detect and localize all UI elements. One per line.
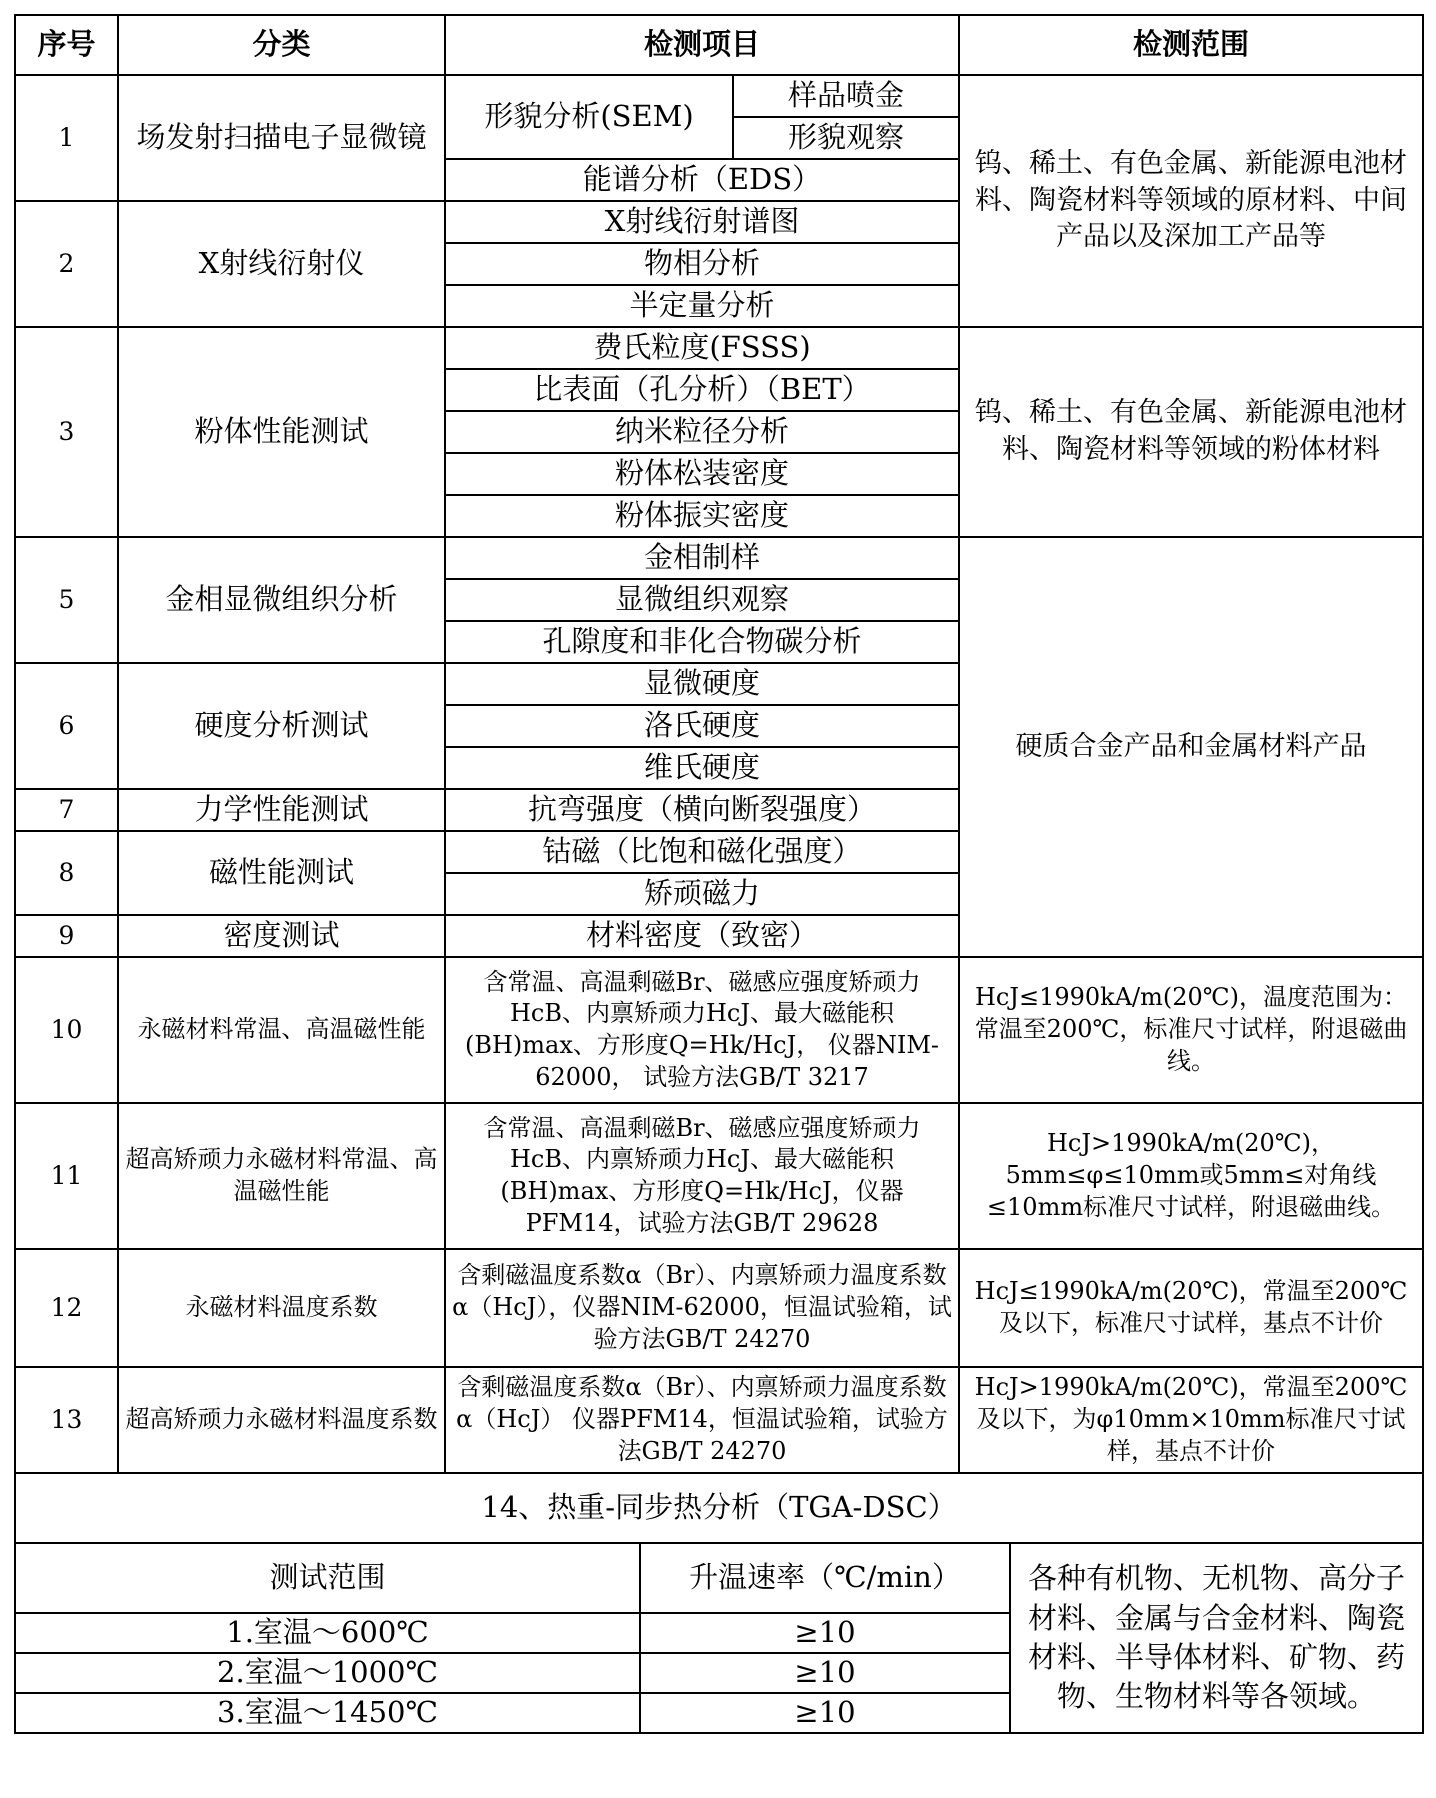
- row13-scope: HcJ>1990kA/m(20℃)，常温至200℃及以下，为φ10mm×10mm标准尺寸试样，基点不计价: [959, 1367, 1423, 1473]
- test-table: [14, 14, 1424, 1474]
- row11-scope: HcJ>1990kA/m(20℃)，5mm≤φ≤10mm或5mm≤对角线≤10mm标准尺寸试样，附退磁曲线。: [959, 1103, 1423, 1249]
- row8-seq: 8: [15, 831, 118, 915]
- row6-category: 硬度分析测试: [118, 663, 445, 789]
- tga-title: 14、热重-同步热分析（TGA-DSC）: [15, 1473, 1423, 1543]
- row6-item: 维氏硬度: [445, 747, 959, 789]
- row11-item: 含常温、高温剩磁Br、磁感应强度矫顽力HcB、内禀矫顽力HcJ、最大磁能积(BH)max、方形度Q=Hk/HcJ，仪器PFM14，试验方法GB/T 29628: [445, 1103, 959, 1249]
- row3-item: 纳米粒径分析: [445, 411, 959, 453]
- row5-item: 显微组织观察: [445, 579, 959, 621]
- row13-seq: 13: [15, 1367, 118, 1473]
- tga-range-cell: 1.室温～600℃: [15, 1613, 640, 1653]
- row2-item: 半定量分析: [445, 285, 959, 327]
- row10-item: 含常温、高温剩磁Br、磁感应强度矫顽力HcB、内禀矫顽力HcJ、最大磁能积(BH)max、方形度Q=Hk/HcJ， 仪器NIM-62000， 试验方法GB/T 3217: [445, 957, 959, 1103]
- tga-range-cell: 3.室温～1450℃: [15, 1693, 640, 1733]
- row6-item: 显微硬度: [445, 663, 959, 705]
- row2-seq: 2: [15, 201, 118, 327]
- row1-sem-group: 形貌分析(SEM): [445, 75, 733, 159]
- scope-c: 硬质合金产品和金属材料产品: [959, 537, 1423, 957]
- tga-header-rate: 升温速率（℃/min）: [640, 1543, 1010, 1613]
- row2-item: X射线衍射谱图: [445, 201, 959, 243]
- row2-category: X射线衍射仪: [118, 201, 445, 327]
- row5-item: 金相制样: [445, 537, 959, 579]
- tga-scope: 各种有机物、无机物、高分子材料、金属与合金材料、陶瓷材料、半导体材料、矿物、药物、生物材料等各领域。: [1010, 1543, 1423, 1733]
- row2-item: 物相分析: [445, 243, 959, 285]
- header-seq: 序号: [15, 15, 118, 75]
- row12-seq: 12: [15, 1249, 118, 1367]
- row8-category: 磁性能测试: [118, 831, 445, 915]
- row13-category: 超高矫顽力永磁材料温度系数: [118, 1367, 445, 1473]
- row9-seq: 9: [15, 915, 118, 957]
- row9-category: 密度测试: [118, 915, 445, 957]
- row9-item: 材料密度（致密）: [445, 915, 959, 957]
- row8-item: 钴磁（比饱和磁化强度）: [445, 831, 959, 873]
- row3-item: 粉体松装密度: [445, 453, 959, 495]
- header-row: [15, 15, 1423, 75]
- tga-rate-cell: ≥10: [640, 1613, 1010, 1653]
- row5-item: 孔隙度和非化合物碳分析: [445, 621, 959, 663]
- row3-item: 比表面（孔分析）（BET）: [445, 369, 959, 411]
- row1-sub-item: 形貌观察: [733, 117, 959, 159]
- document: [14, 14, 1422, 1734]
- tga-rate-cell: ≥10: [640, 1693, 1010, 1733]
- row6-item: 洛氏硬度: [445, 705, 959, 747]
- header-item: 检测项目: [445, 15, 959, 75]
- row3-item: 费氏粒度(FSSS): [445, 327, 959, 369]
- row1-category: 场发射扫描电子显微镜: [118, 75, 445, 201]
- tga-header-range: 测试范围: [15, 1543, 640, 1613]
- row12-scope: HcJ≤1990kA/m(20℃)，常温至200℃及以下，标准尺寸试样，基点不计价: [959, 1249, 1423, 1367]
- row8-item: 矫顽磁力: [445, 873, 959, 915]
- row6-seq: 6: [15, 663, 118, 789]
- row10-scope: HcJ≤1990kA/m(20℃)，温度范围为：常温至200℃，标准尺寸试样，附退磁曲线。: [959, 957, 1423, 1103]
- tga-table: [14, 1472, 1424, 1734]
- row1-seq: 1: [15, 75, 118, 201]
- scope-a: 钨、稀土、有色金属、新能源电池材料、陶瓷材料等领域的原材料、中间产品以及深加工产品等: [959, 75, 1423, 327]
- row11-seq: 11: [15, 1103, 118, 1249]
- row11-category: 超高矫顽力永磁材料常温、高温磁性能: [118, 1103, 445, 1249]
- row12-item: 含剩磁温度系数α（Br）、内禀矫顽力温度系数α（HcJ），仪器NIM-62000，恒温试验箱，试验方法GB/T 24270: [445, 1249, 959, 1367]
- header-category: 分类: [118, 15, 445, 75]
- row5-seq: 5: [15, 537, 118, 663]
- tga-range-cell: 2.室温～1000℃: [15, 1653, 640, 1693]
- row7-category: 力学性能测试: [118, 789, 445, 831]
- row7-item: 抗弯强度（横向断裂强度）: [445, 789, 959, 831]
- tga-rate-cell: ≥10: [640, 1653, 1010, 1693]
- row1-sub-item: 样品喷金: [733, 75, 959, 117]
- row1-item: 能谱分析（EDS）: [445, 159, 959, 201]
- row5-category: 金相显微组织分析: [118, 537, 445, 663]
- scope-b: 钨、稀土、有色金属、新能源电池材料、陶瓷材料等领域的粉体材料: [959, 327, 1423, 537]
- row13-item: 含剩磁温度系数α（Br）、内禀矫顽力温度系数α（HcJ） 仪器PFM14，恒温试验箱，试验方法GB/T 24270: [445, 1367, 959, 1473]
- row12-category: 永磁材料温度系数: [118, 1249, 445, 1367]
- header-scope: 检测范围: [959, 15, 1423, 75]
- row3-category: 粉体性能测试: [118, 327, 445, 537]
- row7-seq: 7: [15, 789, 118, 831]
- row3-seq: 3: [15, 327, 118, 537]
- row3-item: 粉体振实密度: [445, 495, 959, 537]
- row10-seq: 10: [15, 957, 118, 1103]
- row10-category: 永磁材料常温、高温磁性能: [118, 957, 445, 1103]
